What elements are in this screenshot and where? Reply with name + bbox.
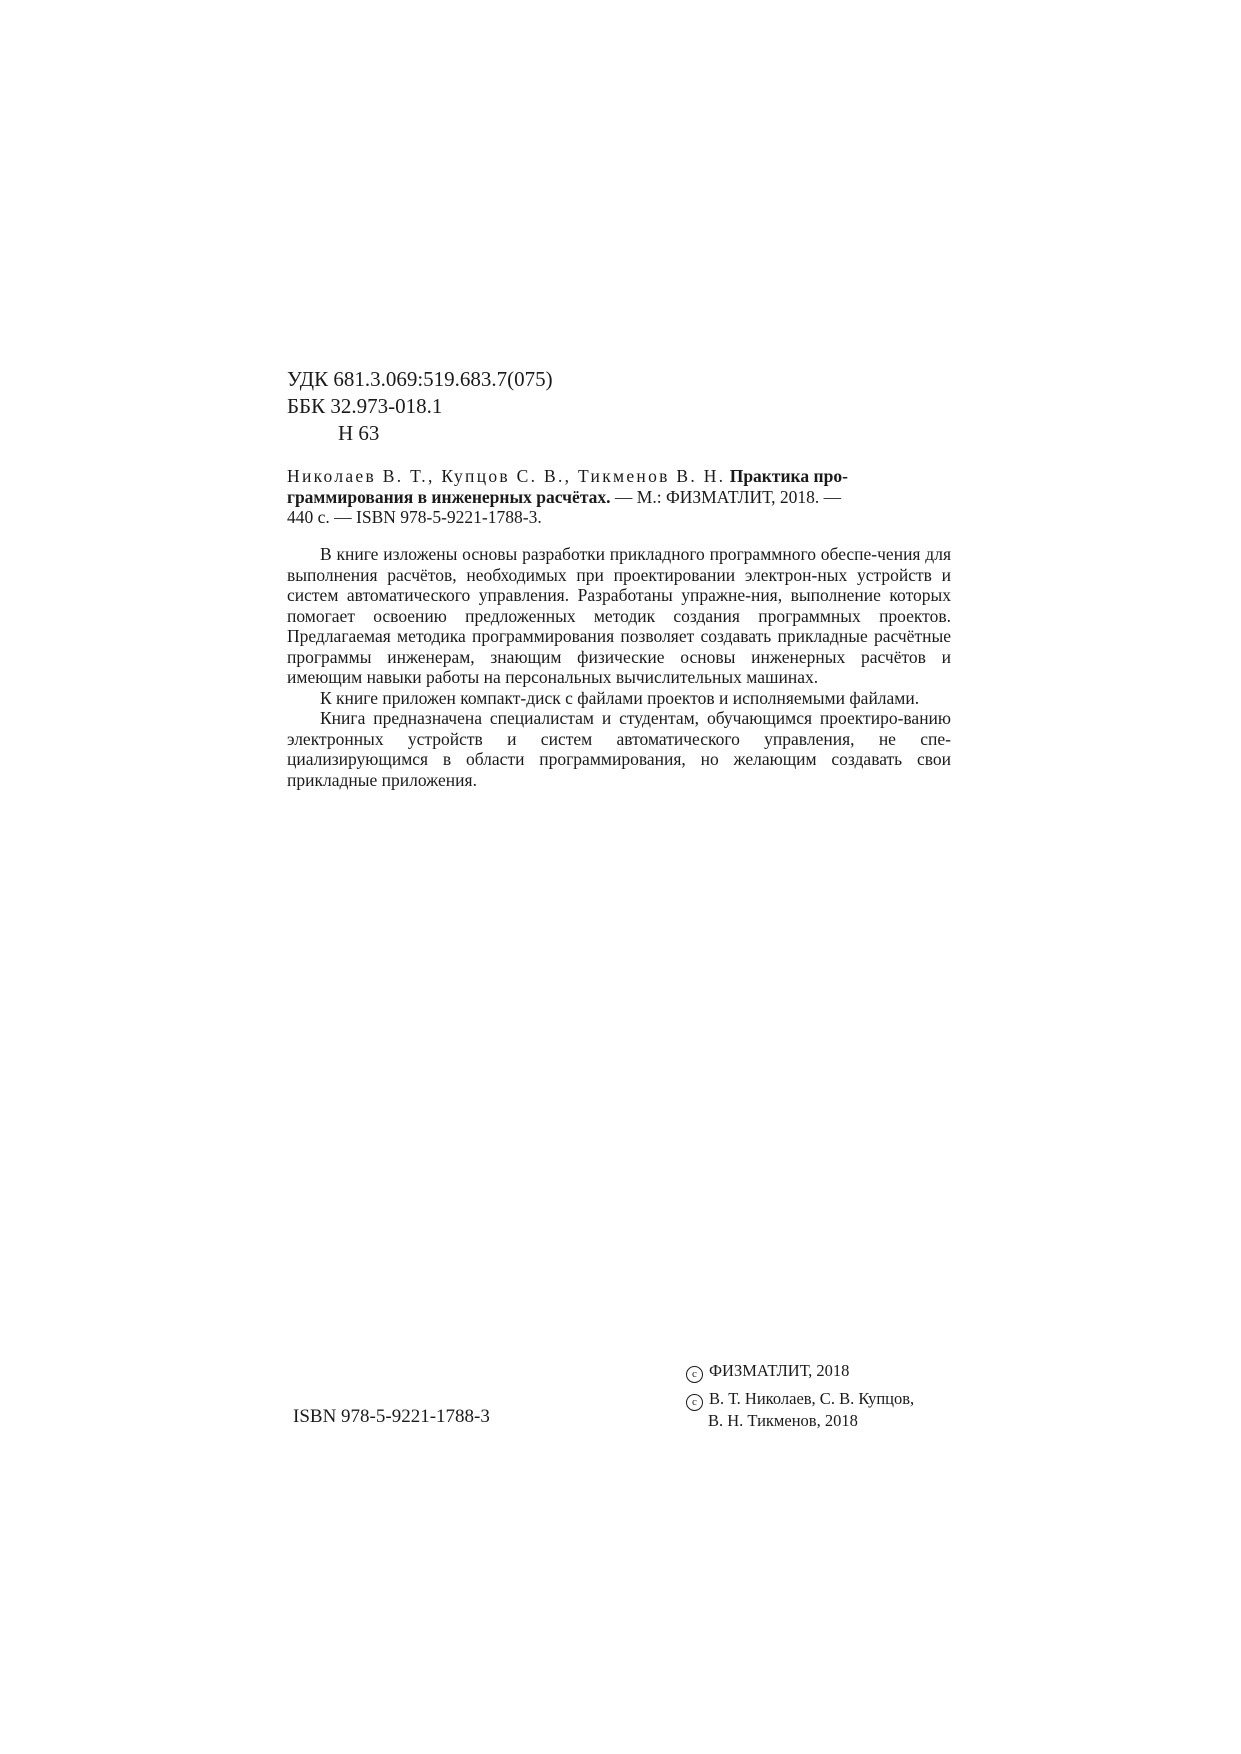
citation-title-part1: Практика про-: [729, 466, 848, 486]
copyright-block: [686, 1361, 914, 1430]
copyright-authors-line2: В. Н. Тикменов, 2018: [708, 1411, 858, 1430]
author-mark: Н 63: [338, 421, 380, 445]
citation-publisher: — М.: ФИЗМАТЛИТ, 2018. —: [614, 486, 842, 507]
bbk-code: ББК 32.973-018.1: [287, 394, 443, 418]
copyright-publisher: [686, 1361, 914, 1383]
udk-code: УДК 681.3.069:519.683.7(075): [287, 367, 553, 391]
annotation-paragraph: Книга предназначена специалистам и студентам, обучающимся проектиро-ванию электронных устройств и систем автоматического управления, не спе-циализирующимся в области программирования, но желающим создавать свои прикладные приложения.: [287, 708, 951, 790]
copyright-publisher-text: ФИЗМАТЛИТ, 2018: [709, 1361, 850, 1380]
copyright-authors-line1: В. Т. Николаев, С. В. Купцов,: [709, 1389, 915, 1408]
annotation-paragraph: К книге приложен компакт-диск с файлами проектов и исполняемыми файлами.: [320, 687, 920, 708]
copyright-authors: [686, 1389, 914, 1411]
copyright-icon: c: [686, 1366, 703, 1383]
citation-title-part2: граммирования в инженерных расчётах.: [287, 486, 611, 507]
citation-authors: Николаев В. Т., Купцов С. В., Тикменов В. Н.: [287, 466, 726, 486]
annotation: [287, 544, 951, 790]
classification-block: [287, 366, 553, 447]
citation-pages-isbn: 440 с. — ISBN 978-5-9221-1788-3.: [287, 507, 542, 527]
bibliographic-citation: [287, 466, 951, 528]
annotation-paragraph: В книге изложены основы разработки прикладного программного обеспе-чения для выполнения расчётов, необходимых при проектировании электрон-ных устройств и систем автоматического управления. Разработаны упражне-ния, выполнение которых помогает освоению предложенных методик создания программных проектов. Предлагаемая методика программирования позволяет создавать прикладные расчётные программы инженерам, знающим физические основы инженерных расчётов и имеющим навыки работы на персональных вычислительных машинах.: [287, 544, 951, 687]
isbn-footer: ISBN 978-5-9221-1788-3: [293, 1406, 490, 1427]
copyright-icon: c: [686, 1394, 703, 1411]
